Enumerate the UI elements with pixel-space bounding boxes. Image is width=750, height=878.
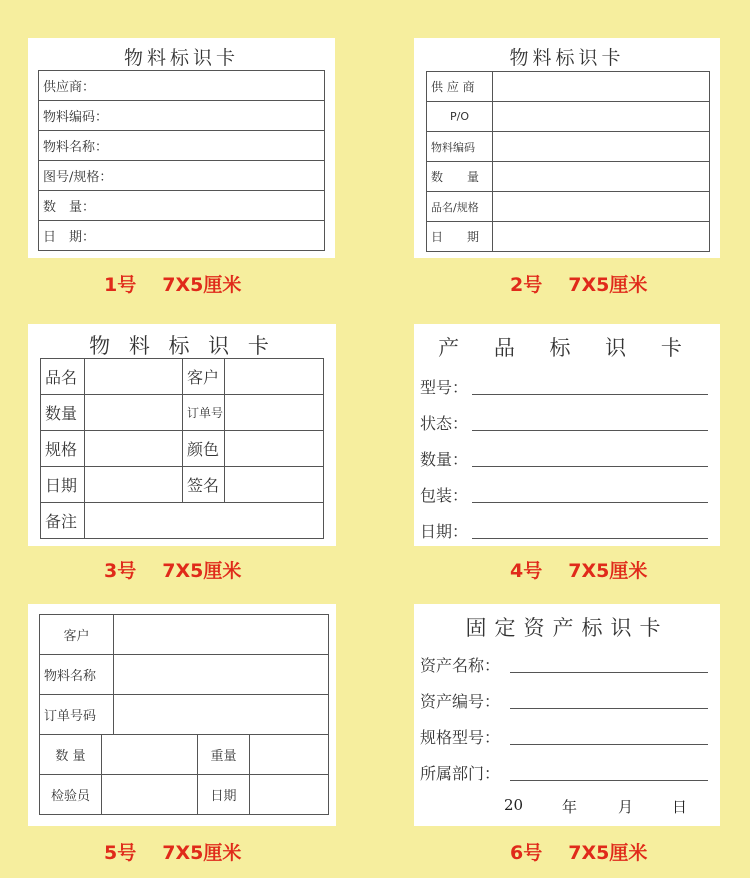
card-3-value-cell: [85, 359, 183, 395]
card-5-value-cell: [114, 655, 329, 695]
card-3-value-cell: [85, 395, 183, 431]
card-6-row: [420, 652, 708, 676]
card-3-value-cell: [225, 359, 324, 395]
card-5-label: 检验员: [40, 775, 102, 815]
card-5-caption: [104, 838, 241, 865]
card-6-underline: [510, 672, 708, 673]
card-5-label: 日期: [198, 775, 250, 815]
card-6-date-day-label: 日: [672, 798, 688, 816]
card-6-underline: [510, 744, 708, 745]
card-4-label: 状态：: [420, 414, 469, 433]
card-3-value-cell: [225, 467, 324, 503]
card-3-title: 物 料 标 识 卡: [89, 334, 275, 358]
card-5-table: [39, 614, 329, 815]
card-6-row: [420, 760, 708, 784]
card-2-value-cell: [493, 162, 710, 192]
card-5-value-cell: [250, 735, 329, 775]
card-2-label: 日 期: [427, 222, 493, 252]
card-4-caption: [510, 556, 647, 583]
card-1-table: [38, 70, 325, 251]
card-3-caption-size: 7X5厘米: [162, 560, 242, 582]
card-2-table: [426, 71, 710, 252]
card-6-title: 固定资产标识卡: [465, 616, 669, 640]
card-3-label: 签名: [183, 467, 225, 503]
card-5-label: 客户: [40, 615, 114, 655]
card-1-caption-size: 7X5厘米: [162, 274, 242, 296]
card-5-value-cell: [114, 695, 329, 735]
card-4-underline: [472, 502, 708, 503]
card-2-value-cell: [493, 72, 710, 102]
card-1-caption-number: 1号: [104, 274, 137, 296]
card-5-label: 数 量: [40, 735, 102, 775]
card-5-value-cell: [114, 615, 329, 655]
card-4-label: 日期：: [420, 522, 469, 541]
card-5-value-cell: [102, 735, 198, 775]
card-3-label: 数量: [41, 395, 85, 431]
card-2-caption: [510, 270, 647, 297]
card-5-value-cell: [250, 775, 329, 815]
card-6-date-year: 20: [504, 796, 524, 814]
card-3-caption-number: 3号: [104, 560, 137, 582]
card-4-row: [420, 482, 708, 506]
card-6-caption-size: 7X5厘米: [568, 842, 648, 864]
card-4-row: [420, 374, 708, 398]
card-6-label: 资产编号：: [420, 692, 501, 711]
card-1-caption: [104, 270, 241, 297]
card-1-title: 物料标识卡: [123, 47, 239, 69]
card-1-row: 数 量：: [39, 191, 325, 221]
card-6-date-line: [414, 796, 720, 818]
card-3-caption: [104, 556, 241, 583]
card-6-label: 资产名称：: [420, 656, 501, 675]
card-1-row: 图号/规格：: [39, 161, 325, 191]
card-2-label: 数 量: [427, 162, 493, 192]
card-4-row: [420, 446, 708, 470]
card-4-caption-size: 7X5厘米: [568, 560, 648, 582]
card-4-label: 包装：: [420, 486, 469, 505]
card-2-value-cell: [493, 132, 710, 162]
card-3-value-cell: [85, 467, 183, 503]
card-5-label: 物料名称: [40, 655, 114, 695]
card-1-row: 物料名称：: [39, 131, 325, 161]
card-4-underline: [472, 394, 708, 395]
card-5-caption-size: 7X5厘米: [162, 842, 242, 864]
card-6-row: [420, 724, 708, 748]
card-3-label: 品名: [41, 359, 85, 395]
card-6-label: 所属部门：: [420, 764, 501, 783]
card-2-value-cell: [493, 192, 710, 222]
card-4-label: 型号：: [420, 378, 469, 397]
card-5-label: 订单号码: [40, 695, 114, 735]
card-3-label: 颜色: [183, 431, 225, 467]
card-6-underline: [510, 708, 708, 709]
card-6-date-year-label: 年: [562, 798, 578, 816]
card-3-value-cell: [85, 503, 324, 539]
card-2-value-cell: [493, 102, 710, 132]
card-1-row: 供应商：: [39, 71, 325, 101]
card-4-underline: [472, 538, 708, 539]
card-1-row: 物料编码：: [39, 101, 325, 131]
card-5-label: 重量: [198, 735, 250, 775]
card-3-value-cell: [225, 395, 324, 431]
card-1-row: 日 期：: [39, 221, 325, 251]
card-3-table: [40, 358, 324, 539]
card-2-title: 物料标识卡: [509, 47, 625, 69]
card-4-underline: [472, 430, 708, 431]
card-2-label: 供 应 商: [427, 72, 493, 102]
card-2-label: 物料编码: [427, 132, 493, 162]
card-5-caption-number: 5号: [104, 842, 137, 864]
card-3-value-cell: [225, 431, 324, 467]
card-4-caption-number: 4号: [510, 560, 543, 582]
card-6-label: 规格型号：: [420, 728, 501, 747]
card-4-underline: [472, 466, 708, 467]
card-4-row: [420, 518, 708, 542]
card-2-label: 品名/规格: [427, 192, 493, 222]
card-4-row: [420, 410, 708, 434]
card-4: [414, 324, 720, 546]
card-3-label: 客户: [183, 359, 225, 395]
card-3-label: 备注: [41, 503, 85, 539]
card-3-label: 日期: [41, 467, 85, 503]
card-1: [28, 38, 335, 258]
card-3-label: 规格: [41, 431, 85, 467]
card-5: [28, 604, 336, 826]
card-4-label: 数量：: [420, 450, 469, 469]
card-3-label: 订单号: [183, 395, 225, 431]
card-6-date-month-label: 月: [618, 798, 634, 816]
card-6-caption: [510, 838, 647, 865]
card-6-row: [420, 688, 708, 712]
card-6-caption-number: 6号: [510, 842, 543, 864]
card-6: [414, 604, 720, 826]
card-3: [28, 324, 336, 546]
card-6-underline: [510, 780, 708, 781]
card-2-caption-number: 2号: [510, 274, 543, 296]
card-5-value-cell: [102, 775, 198, 815]
card-3-value-cell: [85, 431, 183, 467]
card-2-caption-size: 7X5厘米: [568, 274, 648, 296]
card-4-title: 产 品 标 识 卡: [438, 336, 696, 360]
card-2-label: P/O: [427, 102, 493, 132]
card-2-value-cell: [493, 222, 710, 252]
card-2: [414, 38, 720, 258]
